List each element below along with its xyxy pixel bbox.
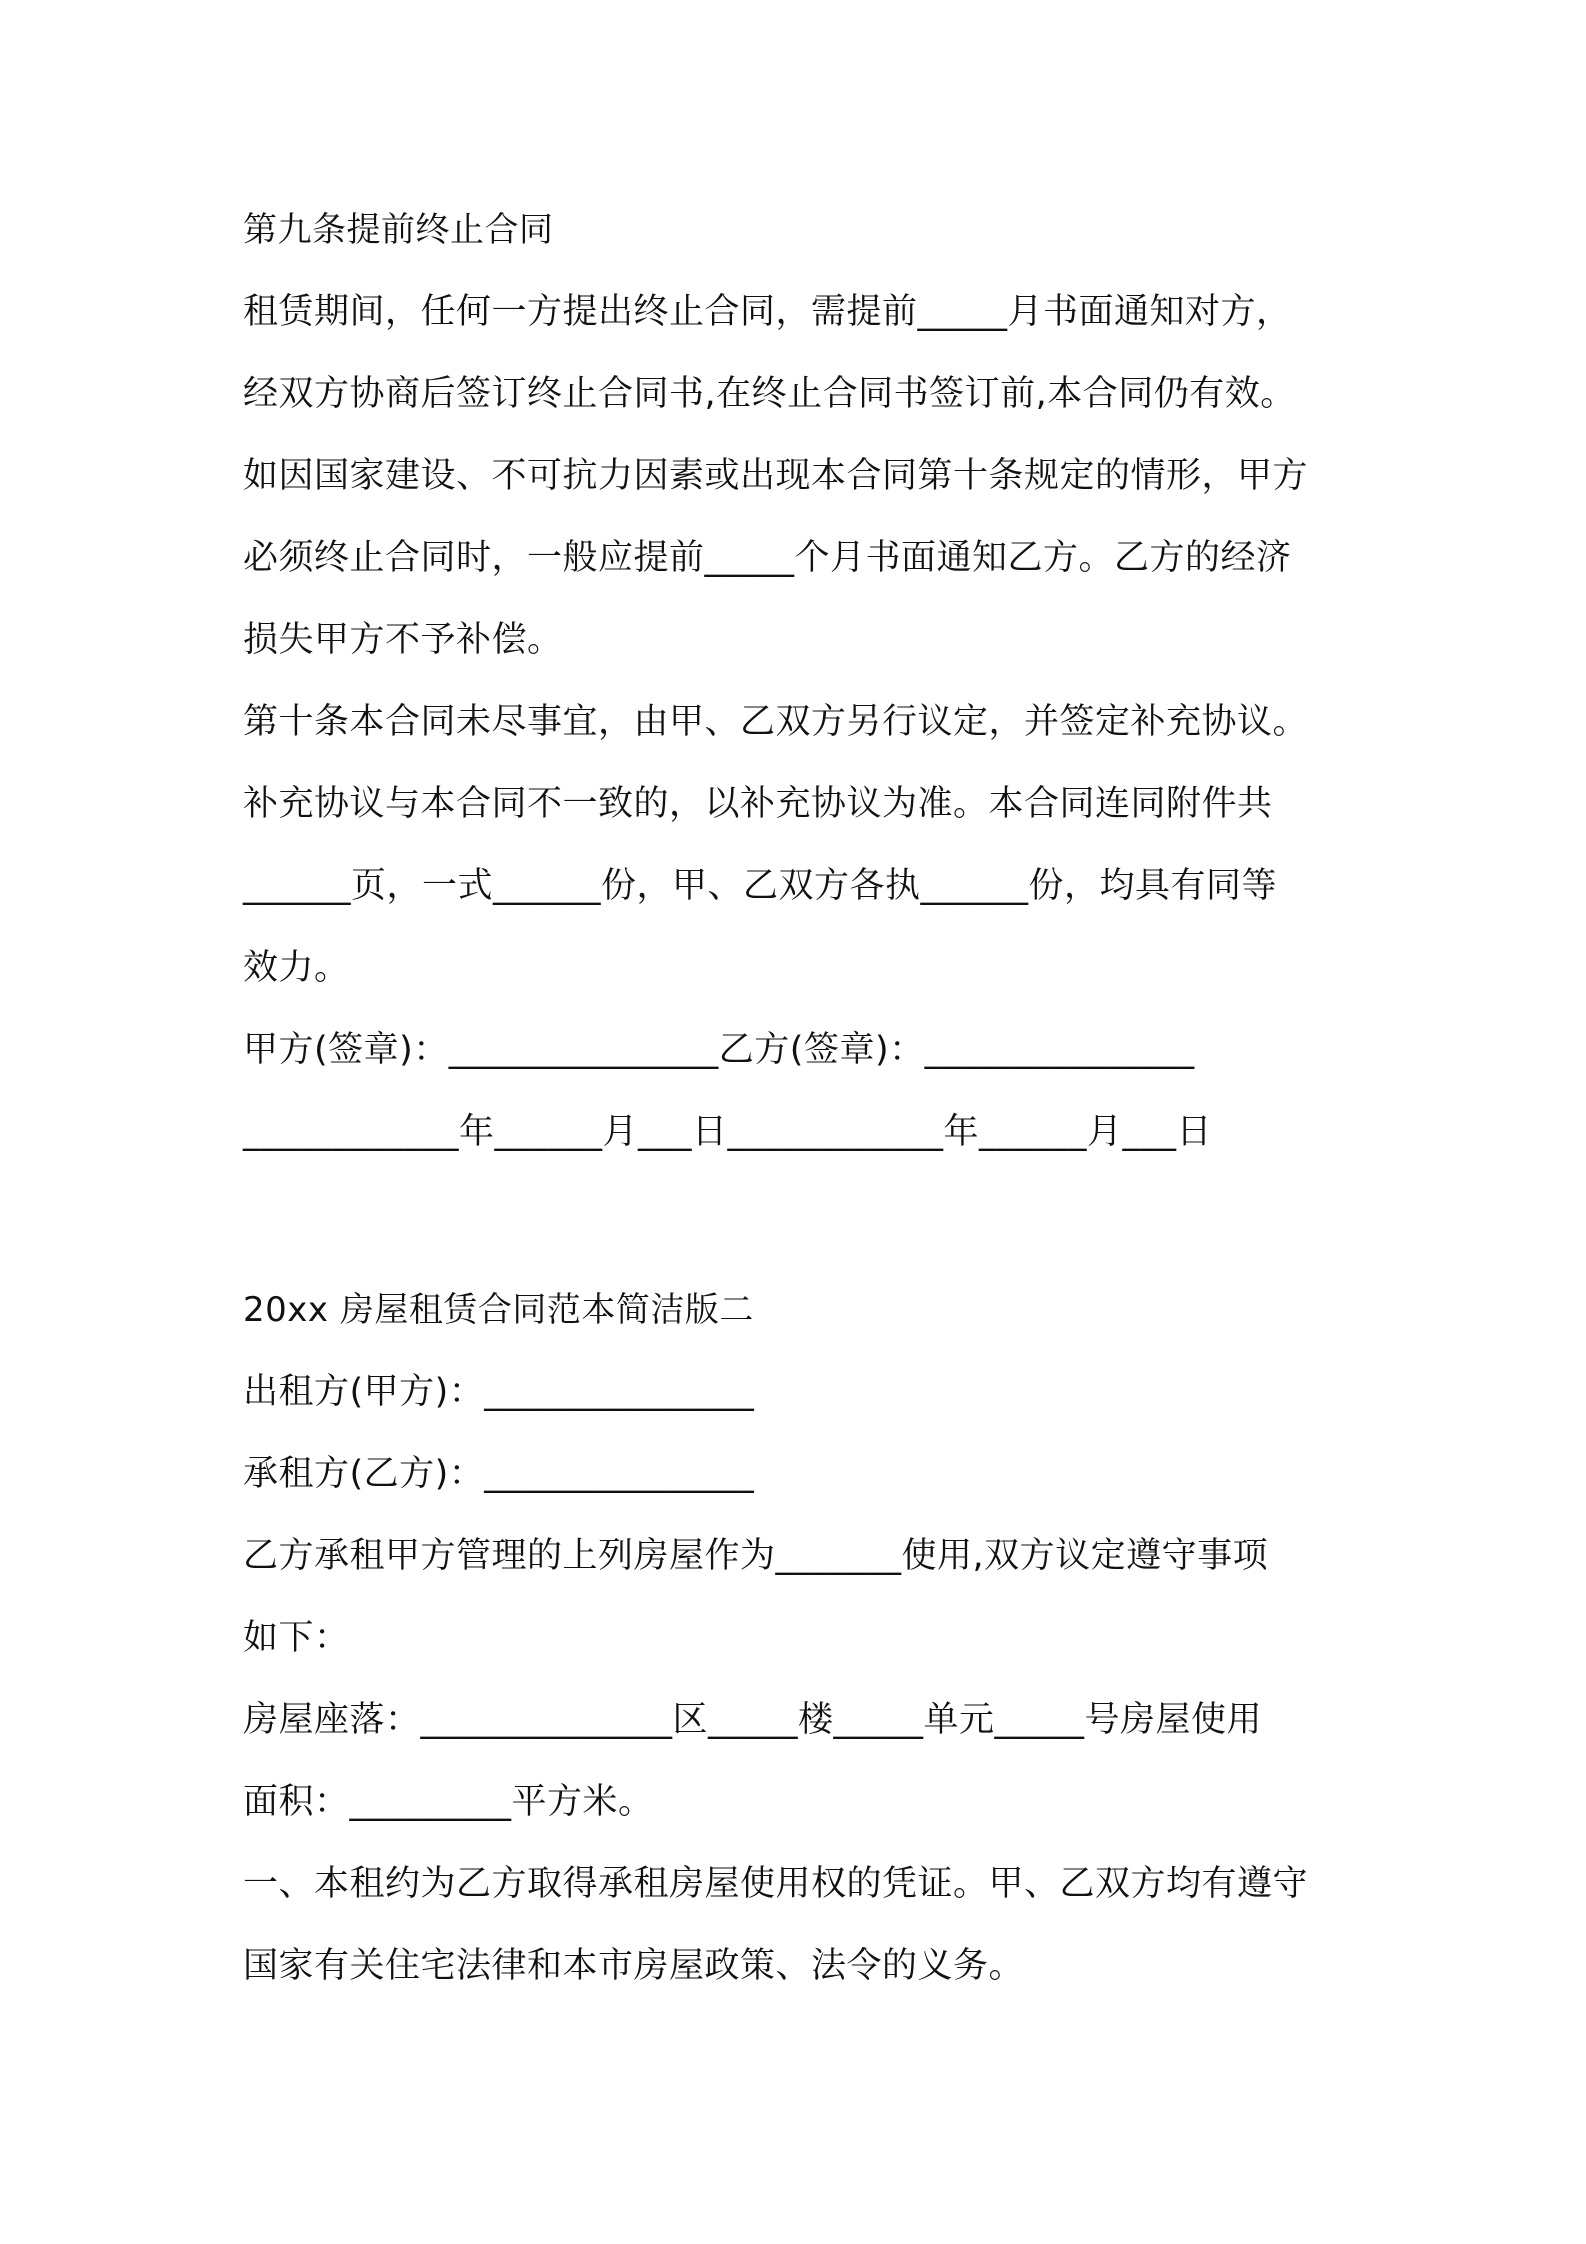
article-10-line: 第十条本合同未尽事宜，由甲、乙双方另行议定，并签定补充协议。 bbox=[243, 702, 1309, 742]
paragraph-line: 损失甲方不予补偿。 bbox=[243, 620, 563, 660]
property-location-line: 房屋座落：______________区_____楼_____单元_____号房屋使用 bbox=[243, 1700, 1263, 1740]
lessor-line: 出租方(甲方)：_______________ bbox=[243, 1372, 755, 1412]
contract-2-title: 20xx 房屋租赁合同范本简洁版二 bbox=[243, 1290, 754, 1330]
paragraph-line: 如因国家建设、不可抗力因素或出现本合同第十条规定的情形，甲方 bbox=[243, 456, 1309, 496]
paragraph-line: 乙方承租甲方管理的上列房屋作为_______使用,双方议定遵守事项 bbox=[243, 1536, 1269, 1576]
paragraph-line: ______页，一式______份，甲、乙双方各执______份，均具有同等 bbox=[243, 866, 1278, 906]
paragraph-line: 经双方协商后签订终止合同书,在终止合同书签订前,本合同仍有效。 bbox=[243, 374, 1296, 414]
paragraph-line: 必须终止合同时，一般应提前_____个月书面通知乙方。乙方的经济 bbox=[243, 538, 1292, 578]
paragraph-line: 如下： bbox=[243, 1618, 350, 1658]
article-9-heading: 第九条提前终止合同 bbox=[243, 210, 554, 250]
paragraph-line: 补充协议与本合同不一致的，以补充协议为准。本合同连同附件共 bbox=[243, 784, 1273, 824]
date-line: ____________年______月___日____________年______月___日 bbox=[243, 1112, 1213, 1152]
clause-1-line: 国家有关住宅法律和本市房屋政策、法令的义务。 bbox=[243, 1946, 1025, 1986]
area-line: 面积：_________平方米。 bbox=[243, 1782, 654, 1822]
paragraph-line: 效力。 bbox=[243, 948, 350, 988]
clause-1-line: 一、本租约为乙方取得承租房屋使用权的凭证。甲、乙双方均有遵守 bbox=[243, 1864, 1309, 1904]
signature-line: 甲方(签章)：_______________乙方(签章)：_______________ bbox=[243, 1030, 1195, 1070]
lessee-line: 承租方(乙方)：_______________ bbox=[243, 1454, 755, 1494]
paragraph-line: 租赁期间，任何一方提出终止合同，需提前_____月书面通知对方， bbox=[243, 292, 1292, 332]
